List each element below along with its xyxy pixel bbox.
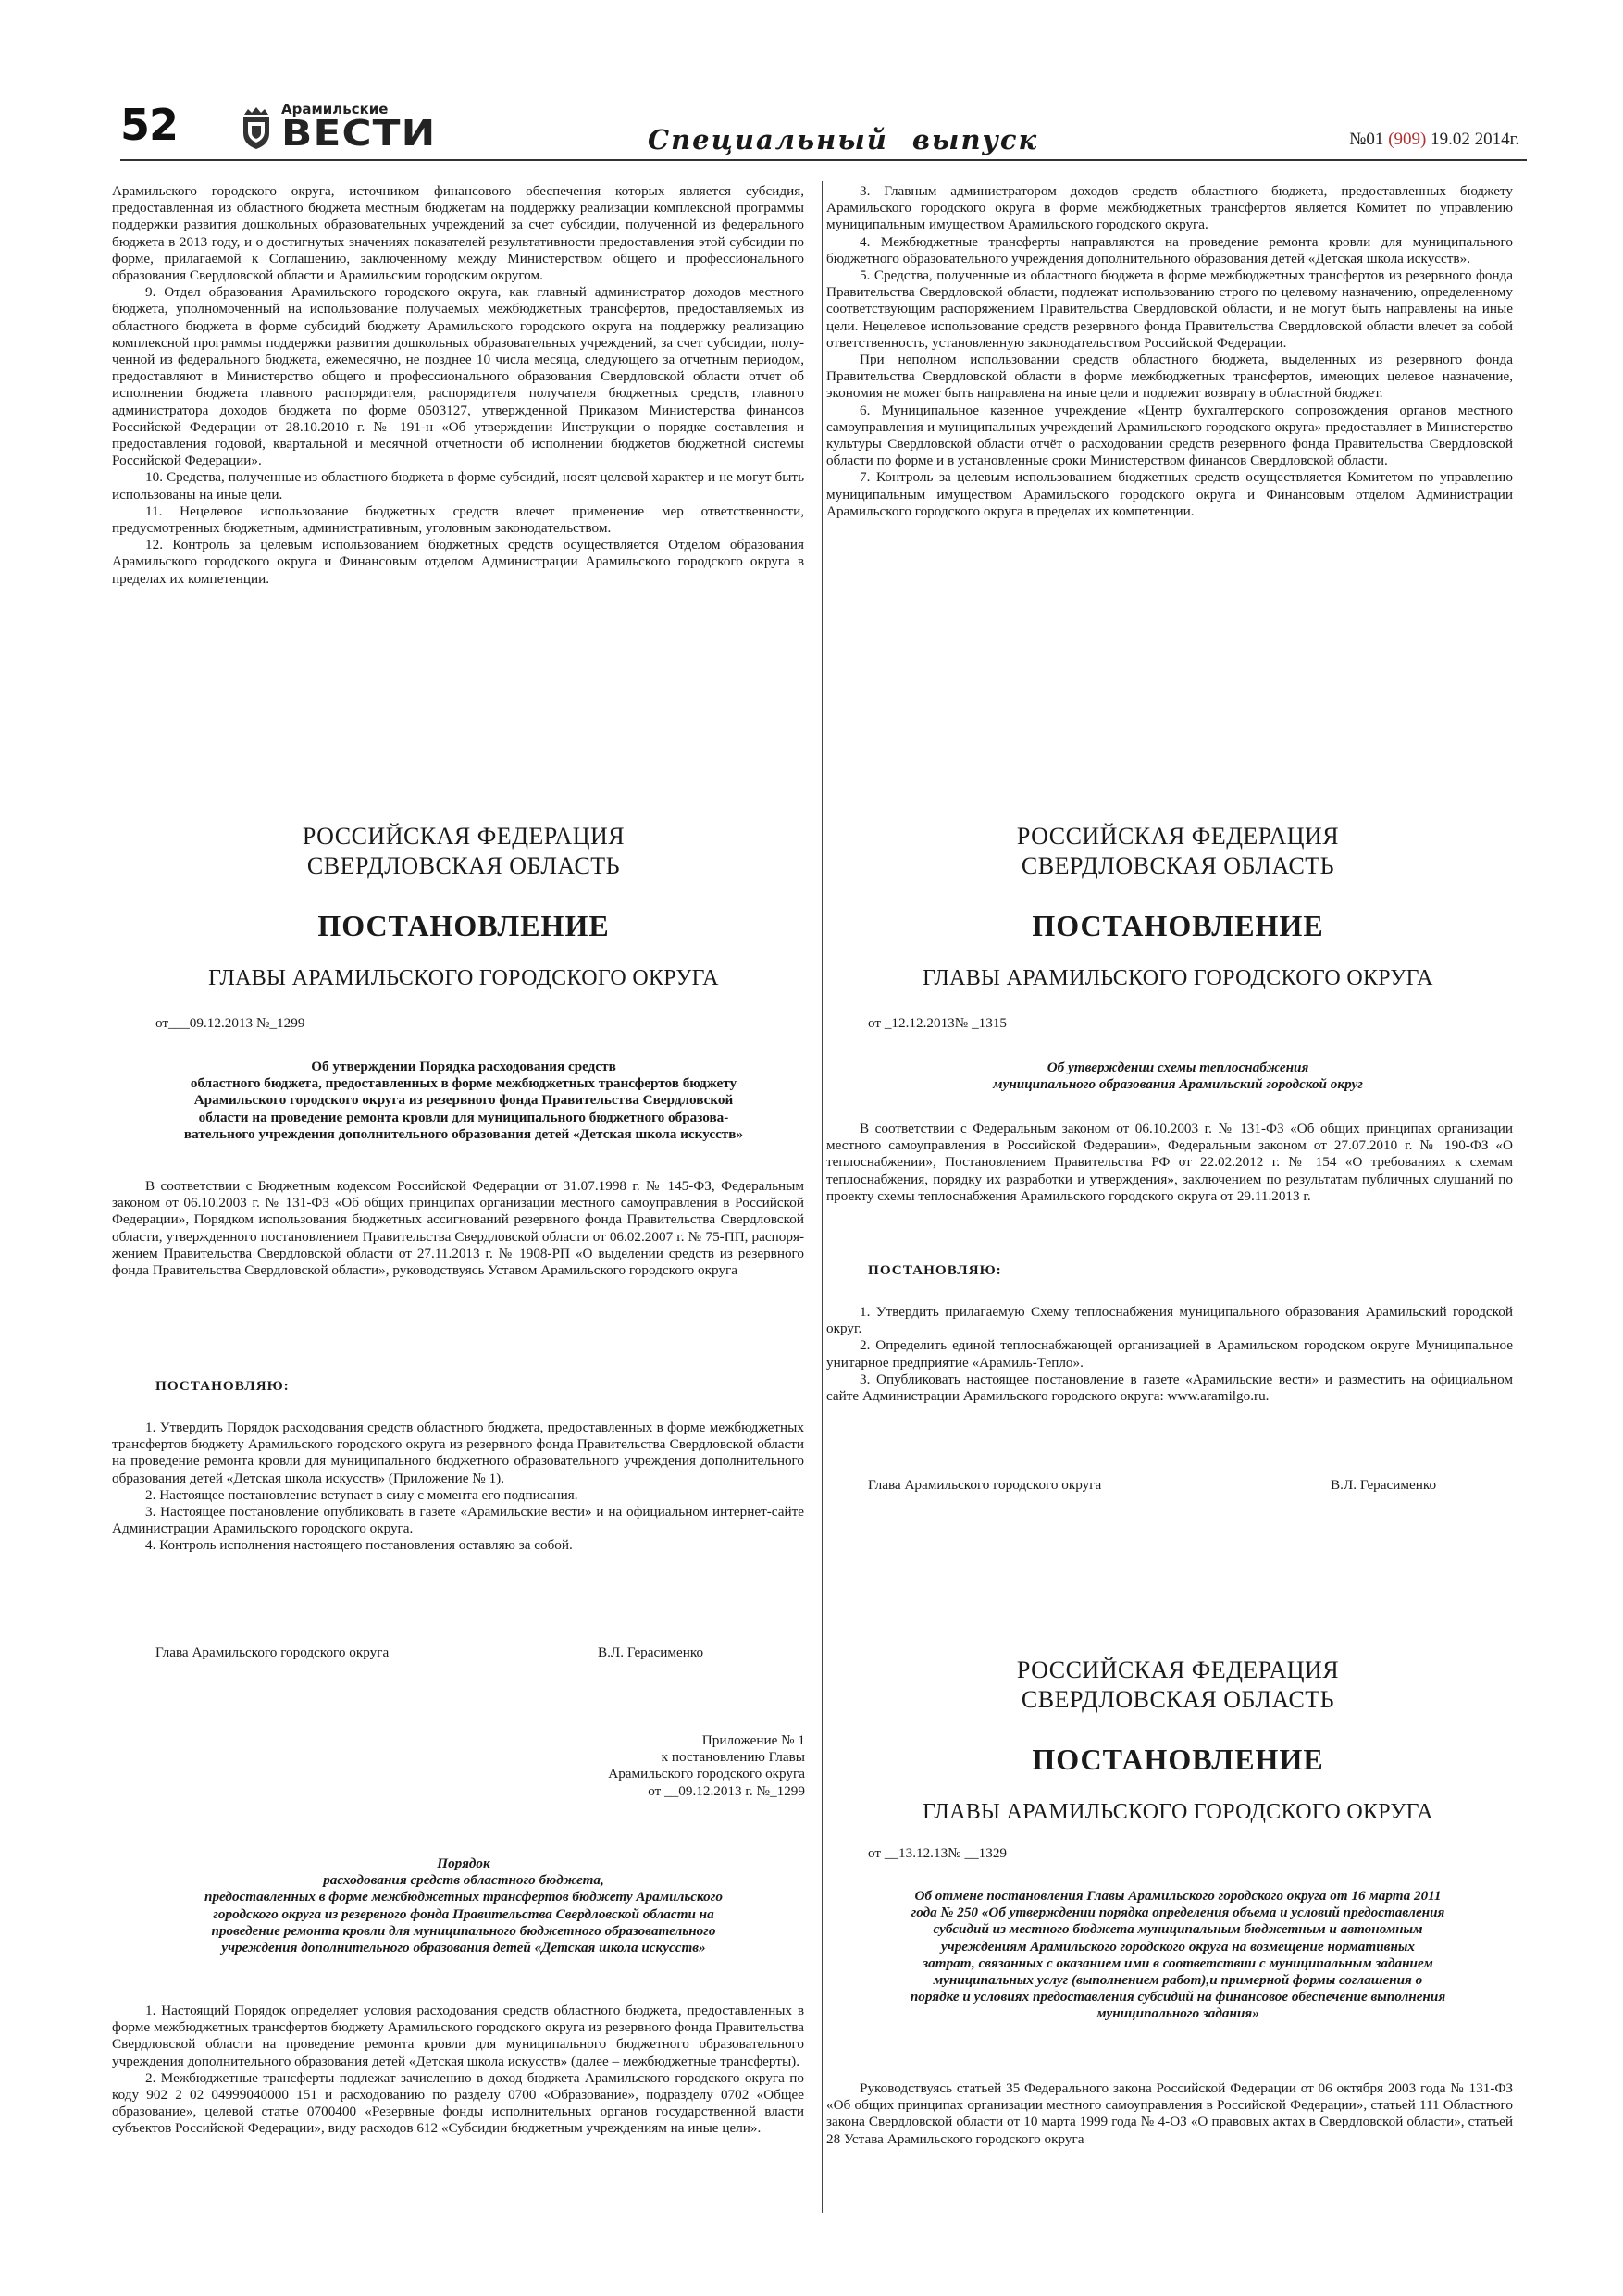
doc-1315-subject: Об утверждении схемы теплоснабжения муниципального образования Арамильский городской округ (993, 1060, 1363, 1093)
paragraph: 5. Средства, полученные из областного бюджета в форме межбюджетных трансфертов из резервного фонда Правительства Свердловской области, подлежат использованию строго по целевому назначению, определенному соответствующим распоряжением Правительства Свердловской области, и не могут быть направлены на иные цели. Нецелевое использование средств резервного фонда Правительства Свердловской области влечет за собой ответственность, установленную законодательством Российской Федерации. (826, 267, 1513, 351)
paragraph: 3. Опубликовать настоящее постановление в газете «Арамильские вести» и разместить на официальном сайте Администрации Арамильского городского округа: www.aramilgo.ru. (826, 1371, 1513, 1405)
doc-1299-date: от___09.12.2013 №_1299 (155, 1015, 305, 1031)
doc-1329-preamble (826, 2080, 1513, 2148)
region-name: СВЕРДЛОВСКАЯ ОБЛАСТЬ (1021, 852, 1335, 879)
paragraph: 2. Настоящее постановление вступает в силу с момента его подписания. (145, 1486, 578, 1503)
doc-issuer: ГЛАВЫ АРАМИЛЬСКОГО ГОРОДСКОГО ОКРУГА (923, 966, 1433, 990)
paragraph: 9. Отдел образования Арамильского городского округа, как главный администратор доходов местного бюджета, уполномоченный на использование получаемых межбюджетных трансфертов, предоставляемых из областного бюджета в форме субсидий бюджету Арамильского городского округа на поддержку реализацию комплексной программы поддержки развития дошкольных образовательных учреждений, за счет субсидии, полученной из федерального бюджета, ежемесячно, не позднее 10 числа месяца, следующего за отчетным периодом, предоставляют в Министерство общего и профессионального образования Свердловской области отчет об исполнении бюджета главного распорядителя, распорядителя получателя бюджетных средств, главного администратора доходов бюджета по форме 0503127, утвержденной Приказом Министерства финансов Российской Федерации от 28.10.2010 г. № 191-н «Об утверждении Инструкции о порядке составления и предоставления годовой, квартальной и месячной отчетности об исполнении бюджетов бюджетной системы Российской Федерации». (112, 284, 804, 469)
paragraph: 6. Муниципальное казенное учреждение «Центр бухгалтерского сопровождения органов местного самоуправления и муниципальных учреждений Арамильского городского округа» предоставляет в Министерство культуры Свердловской области отчёт о расходовании средств резервного фонда Правительства Свердловской области по форме и в установленные сроки Министерством финансов Свердловской области. (826, 402, 1513, 469)
region-name: СВЕРДЛОВСКАЯ ОБЛАСТЬ (1021, 1686, 1335, 1713)
doc-1299-preamble (112, 1178, 804, 1279)
issue-total: (909) (1388, 130, 1427, 149)
doc-1315-preamble (826, 1121, 1513, 1205)
page-number: 52 (120, 100, 179, 150)
doc-1315-header (826, 822, 1530, 992)
doc-1299-signer-name: В.Л. Герасименко (598, 1644, 704, 1660)
doc-1299-order-title: Порядок расходования средств областного бюджета, предоставленных в форме межбюджетных трансфертов бюджету Арамильского городского округа из резервного фонда Правительства Свердловской области на проведение ремонта кровли для муниципального бюджетного образовательного учреждения дополнительного образования детей «Детская школа искусств» (204, 1855, 723, 1956)
doc-1315-date: от _12.12.2013№ _1315 (868, 1015, 1008, 1031)
doc-1299-header (112, 822, 815, 992)
paragraph: 11. Нецелевое использование бюджетных средств влечет применение мер ответственности, предусмотренных бюджетным, административным, уголовным законодательством. (112, 503, 804, 537)
paragraph: 4. Контроль исполнения настоящего постановления оставляю за собой. (145, 1537, 573, 1554)
doc-issuer: ГЛАВЫ АРАМИЛЬСКОГО ГОРОДСКОГО ОКРУГА (208, 966, 719, 990)
paragraph: 2. Определить единой теплоснабжающей организацией в Арамильском городском округе Муниципальное унитарное предприятие «Арамиль-Тепло». (826, 1337, 1513, 1371)
paragraph: 12. Контроль за целевым использованием бюджетных средств осуществляется Отделом образования Арамильского городского округа и Финансовым отделом Администрации Арамильского городского округа в пределах их компетенции. (112, 537, 804, 587)
doc-1315-signer-name: В.Л. Герасименко (1331, 1477, 1437, 1493)
paragraph: 1. Утвердить прилагаемую Схему теплоснабжения муниципального образования Арамильский городской округ. (826, 1304, 1513, 1337)
paragraph: В соответствии с Бюджетным кодексом Российской Федерации от 31.07.1998 г. № 145-ФЗ, Федеральным законом от 06.10.2003 г. № 131-ФЗ «Об общих принципах организации местного самоуправления в Российской Федерации», Порядком использования бюджетных ассигнований резервного фонда Правительства Свердловской области, утвержденного постановлением Правительства Свердловской области от 06.02.2007 г. № 75-ПП, распоряжением Правительства Свердловской области от 27.11.2013 г. № 1908-РП «О выделении средств из резервного фонда Правительства Свердловской области», руководствуясь Уставом Арамильского городского округа (112, 1178, 804, 1279)
country-name: РОССИЙСКАЯ ФЕДЕРАЦИЯ (1016, 1657, 1340, 1683)
doc-1299-signer-title: Глава Арамильского городского округа (155, 1644, 390, 1660)
paragraph: 2. Межбюджетные трансферты подлежат зачислению в доход бюджета Арамильского городского округа по коду 902 2 02 04999040000 151 и расходованию по разделу 0700 «Образование», подразделу 0702 «Общее образование», целевой статье 0700400 «Резервные фонды исполнительных органов государственной власти субъектов Российской Федерации», виду расходов 612 «Субсидии бюджетным учреждениям на иные цели». (112, 2069, 804, 2137)
paragraph: При неполном использовании средств областного бюджета, выделенных из резервного фонда Правительства Свердловской области в форме межбюджетных трансфертов, имеющих целевое назначение, экономия не может быть направлена на иные цели и подлежит возврату в областной бюджет. (826, 352, 1513, 402)
region-name: СВЕРДЛОВСКАЯ ОБЛАСТЬ (306, 852, 621, 879)
paragraph: В соответствии с Федеральным законом от 06.10.2003 г. № 131-ФЗ «Об общих принципах организации местного самоуправления в Российской Федерации», Федеральным законом от 27.07.2010 г. № 190-ФЗ «О теплоснабжении», Постановлением Правительства РФ от 22.02.2012 г. № 154 «О требованиях к схемам теплоснабжения, порядку их разработки и утверждения», заключением по результатам публичных слушаний по проекту схемы теплоснабжения Арамильского городского округа от 29.11.2013 г. (826, 1121, 1513, 1204)
issue-type-word-1: Специальный (648, 124, 888, 155)
right-continued-text (826, 183, 1513, 520)
doc-1299-postanovlyayu: ПОСТАНОВЛЯЮ: (155, 1378, 290, 1394)
country-name: РОССИЙСКАЯ ФЕДЕРАЦИЯ (302, 823, 626, 850)
doc-title: ПОСТАНОВЛЕНИЕ (1032, 1743, 1324, 1776)
doc-title: ПОСТАНОВЛЕНИЕ (317, 909, 610, 942)
doc-1329-header (826, 1656, 1530, 1826)
logo-small-text: Арамильские (281, 101, 389, 118)
doc-title: ПОСТАНОВЛЕНИЕ (1032, 909, 1324, 942)
paragraph: 7. Контроль за целевым использованием бюджетных средств осуществляется Комитетом по управлению муниципальным имуществом Арамильского городского округа и Финансовым отделом Администрации Арамильского городского округа в пределах их компетенции. (826, 469, 1513, 519)
doc-1329-date: от __13.12.13№ __1329 (868, 1845, 1008, 1861)
paragraph: 1. Утвердить Порядок расходования средств областного бюджета, предоставленных в форме межбюджетных трансфертов бюджету Арамильского городского округа из резервного фонда Правительства Свердловской области на проведение ремонта кровли для муниципального бюджетного образовательного учреждения дополнительного образования детей «Детская школа искусств» (Приложение № 1). (112, 1420, 804, 1486)
logo-big-text: ВЕСТИ (281, 113, 437, 154)
doc-issuer: ГЛАВЫ АРАМИЛЬСКОГО ГОРОДСКОГО ОКРУГА (923, 1800, 1433, 1824)
paragraph: 10. Средства, полученные из областного бюджета в форме субсидий, носят целевой характер и не могут быть использованы на иные цели. (112, 469, 804, 503)
paragraph: Руководствуясь статьей 35 Федерального закона Российской Федерации от 06 октября 2003 года № 131-ФЗ «Об общих принципах организации местного самоуправления в Российской Федерации», статьей 111 Областного закона Свердловской области от 10 марта 1999 года № 4-ОЗ «О правовых актах в Свердловской области», статьей 28 Устава Арамильского городского округа (826, 2080, 1513, 2147)
doc-1299-order-items (112, 2003, 804, 2138)
doc-1299-subject: Об утверждении Порядка расходования средств областного бюджета, предоставленных в форме межбюджетных трансфертов бюджету Арамильского городского округа из резервного фонда Правительства Свердловской области на проведение ремонта кровли для муниципального бюджетного образова- вательного учреждения дополнительного образования детей «Детская школа искусств» (183, 1059, 744, 1142)
paragraph: 3. Главным администратором доходов средств областного бюджета, предоставленных бюджету Арамильского городского округа в форме межбюджетных трансфертов является Комитет по управлению муниципальным имуществом Арамильского городского округа. (826, 183, 1513, 233)
header-divider (120, 159, 1527, 161)
issue-number (1349, 130, 1519, 150)
issue-type-word-2: выпуск (911, 124, 1039, 155)
column-divider (822, 181, 823, 2213)
left-continued-text (112, 183, 804, 588)
newspaper-logo (241, 101, 437, 154)
doc-1315-signer-title: Глава Арамильского городского округа (868, 1477, 1102, 1493)
country-name: РОССИЙСКАЯ ФЕДЕРАЦИЯ (1016, 823, 1340, 850)
paragraph: 1. Настоящий Порядок определяет условия расходования средств областного бюджета, предоставленных в форме межбюджетных трансфертов бюджету Арамильского городского округа из резервного фонда Правительства Свердловской области на проведение ремонта кровли для муниципального бюджетного образовательного учреждения дополнительного образования детей «Детская школа искусств» (далее – межбюджетные трансферты). (112, 2003, 804, 2069)
paragraph: Арамильского городского округа, источником финансового обеспечения которых является субсидия, предоставленная из областного бюджета местным бюджетам на поддержку реализации комплексной программы поддержки развития дошкольных образовательных учреждений за счет субсидии, полученной из федерального бюджета в 2013 году, и о достигнутых значениях показателей результативности предоставления этой субсидии по форме, прилагаемой к Соглашению, заключенному между Министерством общего и профессионального образования Свердловской области и Арамильским городским округом. (112, 183, 804, 284)
doc-1315-postanovlyayu: ПОСТАНОВЛЯЮ: (868, 1262, 1002, 1278)
coat-of-arms-icon (241, 105, 272, 150)
doc-1299-items (112, 1420, 804, 1555)
paragraph: 3. Настоящее постановление опубликовать в газете «Арамильские вести» и на официальном интернет-сайте Администрации Арамильского городского округа. (112, 1504, 804, 1537)
issue-number-prefix: №01 (1349, 130, 1389, 149)
issue-type (648, 124, 1038, 155)
paragraph: 4. Межбюджетные трансферты направляются на проведение ремонта кровли для муниципального бюджетного образовательного учреждения дополнительного образования детей «Детская школа искусств». (826, 233, 1513, 267)
doc-1299-appendix-ref: Приложение № 1 к постановлению Главы Арамильского городского округа от __09.12.2013 г. №_1299 (608, 1732, 805, 1799)
doc-1315-items (826, 1304, 1513, 1405)
page-header (120, 102, 1527, 159)
issue-date: 19.02 2014г. (1426, 130, 1519, 149)
doc-1329-subject: Об отмене постановления Главы Арамильского городского округа от 16 марта 2011 года № 250 «Об утверждении порядка определения объема и условий предоставления субсидий из местного бюджета муниципальным бюджетным и автономным учреждениям Арамильского городского округа на возмещение нормативных затрат, связанных с оказанием ими в соответствии с муниципальным заданием муниципальных услуг (выполнением работ),и примерной формы соглашения о порядке и условиях предоставления субсидий на финансовое обеспечение выполнения муниципального задания» (910, 1888, 1446, 2022)
